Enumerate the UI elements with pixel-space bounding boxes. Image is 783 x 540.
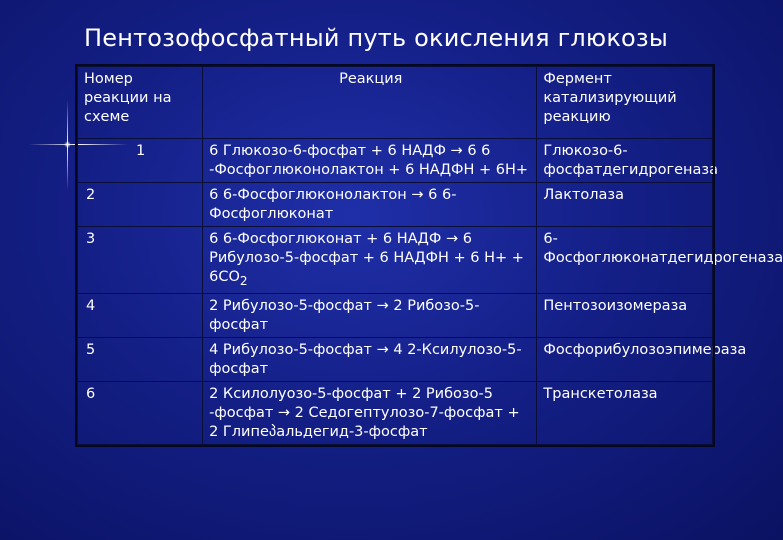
row-number: 6 bbox=[78, 381, 203, 444]
table-header-row bbox=[78, 67, 713, 139]
row-number: 3 bbox=[78, 227, 203, 294]
header-enzyme: Фермент катализирующий реакцию bbox=[537, 67, 713, 139]
row-number: 1 bbox=[78, 139, 203, 183]
row-reaction: 6 6-Фосфоглюконат + 6 НАДФ → 6 Рибулозо-5-фосфат + 6 НАДФН + 6 $Н+ + 6СО_2$ bbox=[203, 227, 537, 294]
header-reaction: Реакция bbox=[203, 67, 537, 139]
row-number: 5 bbox=[78, 337, 203, 381]
row-enzyme: Транскетолаза bbox=[537, 381, 713, 444]
table-row bbox=[78, 381, 713, 444]
table-row bbox=[78, 337, 713, 381]
row-reaction: 6 6-Фосфоглюконолактон → 6 6-Фосфоглюконат bbox=[203, 183, 537, 227]
row-reaction: 2 Рибулозо-5-фосфат → 2 Рибозо-5-фосфат bbox=[203, 293, 537, 337]
table-row bbox=[78, 183, 713, 227]
page-title: Пентозофосфатный путь окисления глюкозы bbox=[84, 24, 669, 52]
reactions-table bbox=[77, 66, 783, 445]
table-row bbox=[78, 227, 713, 294]
light-flare-center bbox=[64, 141, 71, 148]
table-row bbox=[78, 139, 713, 183]
row-enzyme: Лактолаза bbox=[537, 183, 713, 227]
row-enzyme: Глюкозо-6-фосфатдегидрогеназа bbox=[537, 139, 713, 183]
row-number: 2 bbox=[78, 183, 203, 227]
row-enzyme: 6-Фосфоглюконатдегидрогеназа bbox=[537, 227, 713, 294]
row-enzyme: Фосфорибулозоэпимераза bbox=[537, 337, 713, 381]
row-reaction: 2 Ксилолуозо-5-фосфат + 2 Рибозо-5 -фосфат → 2 Седогептулозо-7-фосфат + 2 Глипеპальдегид-3-фосфат bbox=[203, 381, 537, 444]
table-row bbox=[78, 293, 713, 337]
row-number: 4 bbox=[78, 293, 203, 337]
row-enzyme: Пентозоизомераза bbox=[537, 293, 713, 337]
row-reaction: 6 Глюкозо-6-фосфат + 6 НАДФ → 6 6 -Фосфоглюконолактон + 6 НАДФН + 6Н+ bbox=[203, 139, 537, 183]
row-reaction: 4 Рибулозо-5-фосфат → 4 2-Ксилулозо-5-фосфат bbox=[203, 337, 537, 381]
header-number: Номер реакции на схеме bbox=[78, 67, 203, 139]
